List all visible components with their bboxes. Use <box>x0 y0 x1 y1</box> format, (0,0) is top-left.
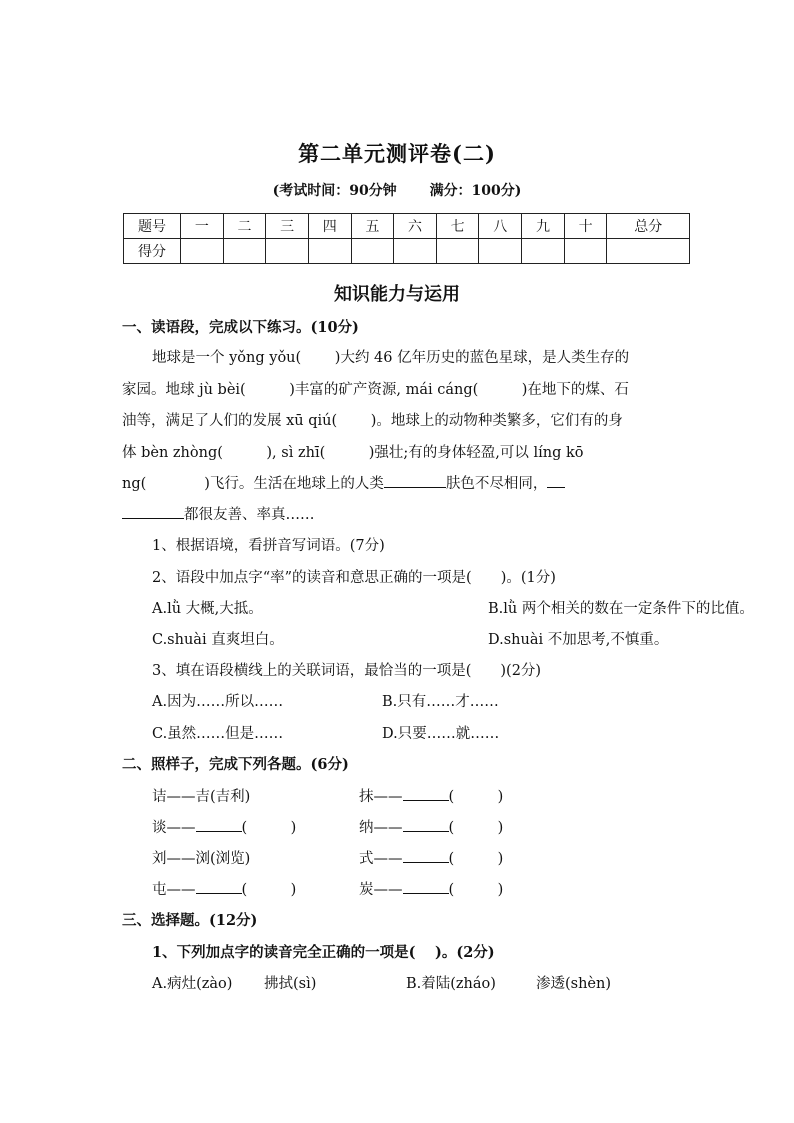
option-b[interactable]: B.着陆(zháo) <box>406 976 496 992</box>
score-header-cell: 十 <box>564 214 607 239</box>
q2-item <box>359 878 503 899</box>
q2-item-text: 抹—— <box>359 789 403 805</box>
q2-item <box>359 847 503 868</box>
q2-item-text: 屯—— <box>152 882 196 898</box>
score-cell[interactable] <box>394 239 437 264</box>
score-header-cell: 总分 <box>607 214 690 239</box>
q3-sub1-options <box>152 972 612 993</box>
answer-blank[interactable] <box>403 786 449 801</box>
option-a[interactable]: A.病灶(zào) <box>152 976 233 992</box>
section-title: 知识能力与运用 <box>334 284 460 305</box>
score-header-cell: 七 <box>436 214 479 239</box>
score-cell[interactable] <box>479 239 522 264</box>
option-b[interactable]: B.lǜ 两个相关的数在一定条件下的比值。 <box>488 601 754 617</box>
q2-row <box>152 878 504 899</box>
answer-blank[interactable] <box>547 473 565 488</box>
score-header-cell: 四 <box>308 214 351 239</box>
page-title: 第二单元测评卷(二) <box>298 141 496 166</box>
option-c[interactable]: C.虽然……但是…… <box>152 726 284 742</box>
q3-sub1: 1、下列加点字的读音完全正确的一项是( )。(2分) <box>152 944 495 961</box>
exam-info <box>0 180 794 200</box>
option-b[interactable]: B.只有……才…… <box>382 694 499 710</box>
answer-blank[interactable] <box>384 473 446 488</box>
score-cell[interactable] <box>607 239 690 264</box>
q1-sub3: 3、填在语段横线上的关联词语，最恰当的一项是( )(2分) <box>152 663 542 679</box>
q1-passage-line <box>122 503 315 524</box>
q1-passage-line: 体 bèn zhòng( ), sì zhī( )强壮;有的身体轻盈,可以 líng kō <box>122 445 584 461</box>
q1-passage-line: 油等，满足了人们的发展 xū qiú( )。地球上的动物种类繁多，它们有的身 <box>122 413 623 429</box>
score-header-cell: 九 <box>522 214 565 239</box>
answer-paren[interactable]: ( ) <box>241 882 297 898</box>
score-header-cell: 五 <box>351 214 394 239</box>
score-cell[interactable] <box>522 239 565 264</box>
score-header-cell: 三 <box>266 214 309 239</box>
q2-example: 诘——吉(吉利) <box>152 789 251 805</box>
answer-blank[interactable] <box>196 879 242 894</box>
score-cell[interactable] <box>564 239 607 264</box>
option-a-word: 拂拭(sì) <box>264 976 317 992</box>
score-table-header-row <box>124 214 690 239</box>
score-header-cell: 一 <box>181 214 224 239</box>
option-b-word: 渗透(shèn) <box>536 976 612 992</box>
q2-row <box>152 816 504 837</box>
q1-passage-text: 都很友善、率真…… <box>184 507 315 523</box>
full-score: 满分：100分) <box>429 183 522 199</box>
q2-item <box>152 882 296 898</box>
answer-paren[interactable]: ( ) <box>241 820 297 836</box>
q1-passage-line <box>122 472 565 493</box>
q1-sub3-options <box>152 722 500 743</box>
answer-paren[interactable]: ( ) <box>448 882 504 898</box>
q1-sub3-options <box>152 690 499 711</box>
option-d[interactable]: D.shuài 不加思考,不慎重。 <box>488 632 669 648</box>
answer-paren[interactable]: ( ) <box>448 851 504 867</box>
score-cell[interactable] <box>436 239 479 264</box>
answer-blank[interactable] <box>403 848 449 863</box>
q1-sub1: 1、根据语境，看拼音写词语。(7分) <box>152 538 385 554</box>
q1-sub2-options <box>152 597 754 618</box>
score-table-score-row <box>124 239 690 264</box>
q2-item-text: 纳—— <box>359 820 403 836</box>
score-table <box>123 213 690 264</box>
q2-row <box>152 785 504 806</box>
answer-blank[interactable] <box>403 879 449 894</box>
q2-item <box>359 785 503 806</box>
answer-blank[interactable] <box>196 817 242 832</box>
q2-item <box>359 816 503 837</box>
q2-item <box>152 820 296 836</box>
score-row-label: 得分 <box>124 239 181 264</box>
q1-sub2-options <box>152 628 669 649</box>
q2-item-text: 谈—— <box>152 820 196 836</box>
score-cell[interactable] <box>308 239 351 264</box>
option-a[interactable]: A.因为……所以…… <box>152 694 284 710</box>
score-cell[interactable] <box>181 239 224 264</box>
score-cell[interactable] <box>351 239 394 264</box>
answer-paren[interactable]: ( ) <box>448 789 504 805</box>
q1-heading: 一、读语段，完成以下练习。(10分) <box>122 319 359 336</box>
q1-passage-text: ng( )飞行。生活在地球上的人类 <box>122 476 384 492</box>
score-header-cell: 二 <box>223 214 266 239</box>
q2-item-text: 炭—— <box>359 882 403 898</box>
q1-sub2: 2、语段中加点字“率”的读音和意思正确的一项是( )。(1分) <box>152 570 556 586</box>
score-header-cell: 六 <box>394 214 437 239</box>
score-cell[interactable] <box>223 239 266 264</box>
option-c[interactable]: C.shuài 直爽坦白。 <box>152 632 284 648</box>
score-header-cell: 题号 <box>124 214 181 239</box>
time-limit: (考试时间：90分钟 <box>272 183 397 199</box>
q3-heading: 三、选择题。(12分) <box>122 912 258 929</box>
q2-row <box>152 847 504 868</box>
answer-blank[interactable] <box>122 504 184 519</box>
score-header-cell: 八 <box>479 214 522 239</box>
answer-blank[interactable] <box>403 817 449 832</box>
q1-passage-line: 地球是一个 yǒng yǒu( )大约 46 亿年历史的蓝色星球，是人类生存的 <box>152 350 630 366</box>
option-a[interactable]: A.lǜ 大概,大抵。 <box>152 601 263 617</box>
answer-paren[interactable]: ( ) <box>448 820 504 836</box>
q2-heading: 二、照样子，完成下列各题。(6分) <box>122 756 349 773</box>
q2-example: 刘——浏(浏览) <box>152 851 251 867</box>
q2-item-text: 式—— <box>359 851 403 867</box>
option-d[interactable]: D.只要……就…… <box>382 726 500 742</box>
score-cell[interactable] <box>266 239 309 264</box>
q1-passage-line: 家园。地球 jù bèi( )丰富的矿产资源, mái cáng( )在地下的煤、石 <box>122 382 629 398</box>
q1-passage-text: 肤色不尽相同， <box>445 476 548 492</box>
